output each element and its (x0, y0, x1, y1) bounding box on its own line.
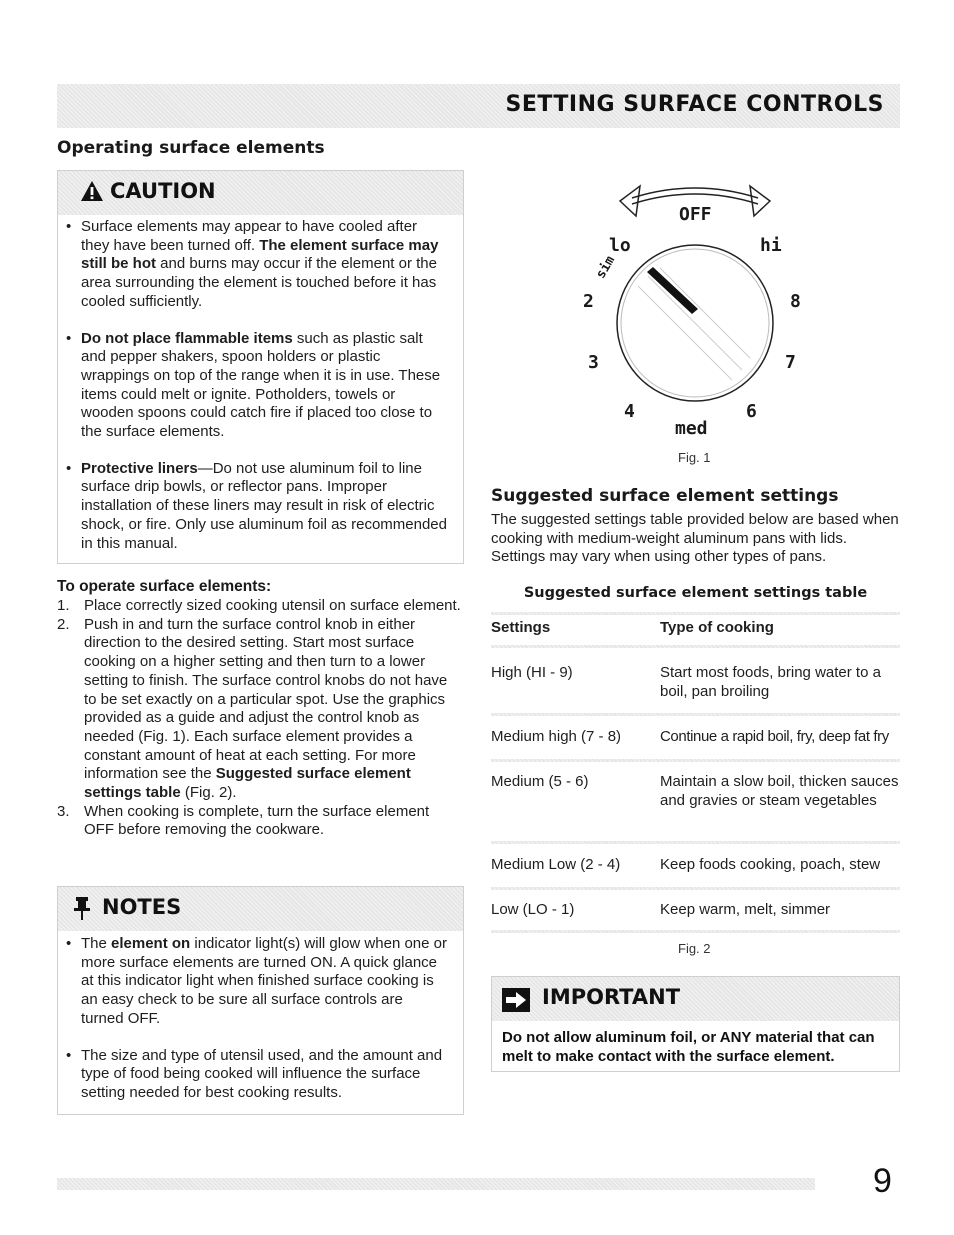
step-item: 1. Place correctly sized cooking utensil on surface element. (57, 597, 461, 614)
dial-label-med: med (675, 418, 708, 439)
caution-list (58, 218, 463, 553)
operate-title: To operate surface elements: (57, 578, 272, 595)
notes-item: • The element on indicator light(s) will glow when one or more surface elements are turned ON. A quick glance at this indicator light when finished surface cooking is an easy check to be sure all surface controls are turned OFF. (66, 935, 449, 1029)
table-rule (491, 645, 900, 648)
suggested-settings-description: The suggested settings table provided below are based when cooking with medium-weight aluminum pans with lids. Settings may vary when using other types of pans. (491, 511, 899, 566)
caution-box (57, 170, 464, 564)
table-cell-setting: Low (LO - 1) (491, 901, 575, 918)
table-cell-setting: High (HI - 9) (491, 664, 573, 681)
arrow-right-icon (502, 988, 530, 1017)
caution-label: CAUTION (110, 179, 216, 203)
caution-item: • Surface elements may appear to have cooled after they have been turned off. The element surface may still be hot and burns may occur if the element or the area surrounding the element is touched before it has cooled sufficiently. (66, 218, 449, 312)
figure-1-caption: Fig. 1 (678, 450, 711, 465)
table-rule (491, 887, 900, 890)
caution-item: • Do not place flammable items such as plastic salt and pepper shakers, spoon holders or plastic wrappings on top of the range when it is in use. These items could melt or ignite. Potholders, towels or wooden spoons could catch fire if placed too close to the surface elements. (66, 330, 449, 442)
dial-label-sim: sim (593, 253, 619, 282)
caution-header (58, 171, 463, 215)
table-cell-cooking: Continue a rapid boil, fry, deep fat fry (660, 728, 889, 745)
notes-box (57, 886, 464, 1115)
important-box (491, 976, 900, 1072)
operate-steps (57, 597, 462, 840)
important-text: Do not allow aluminum foil, or ANY material that can melt to make contact with the surface element. (502, 1029, 875, 1065)
footer-bar (57, 1178, 815, 1190)
dial-label-7: 7 (785, 352, 796, 373)
table-header-settings: Settings (491, 619, 551, 636)
step-item: 2. Push in and turn the surface control knob in either direction to the desired setting. Start most surface cooking on a higher setting and then turn to a lower setting to finish. The surface control knobs do not have to be set exactly on a particular spot. Use the graphics provided as a guide and adjust the control knob as needed (Fig. 1). Each surface element provides a constant amount of heat at each setting. For more information see the Suggested surface element settings table (Fig. 2). (57, 615, 448, 802)
warning-triangle-icon (80, 180, 104, 207)
operate-instructions (57, 578, 462, 840)
notes-item: • The size and type of utensil used, and the amount and type of food being cooked will influence the surface setting needed for best cooking results. (66, 1047, 449, 1103)
dial-label-3: 3 (588, 352, 599, 373)
table-rule (491, 713, 900, 716)
banner-title: SETTING SURFACE CONTROLS (505, 92, 884, 117)
table-rule (491, 930, 900, 933)
dial-label-lo: lo (609, 235, 631, 256)
table-cell-cooking: Keep warm, melt, simmer (660, 901, 831, 918)
notes-header (58, 887, 463, 931)
table-cell-setting: Medium (5 - 6) (491, 773, 589, 790)
pushpin-icon (70, 895, 94, 926)
important-label: IMPORTANT (542, 985, 681, 1009)
caution-item: • Protective liners—Do not use aluminum foil to line surface drip bowls, or reflector pans. Improper installation of these liners may result in risk of electric shock, or fire. Only use aluminum foil as recommended in this manual. (66, 460, 449, 554)
table-cell-cooking: Maintain a slow boil, thicken sauces and gravies or steam vegetables (660, 773, 899, 809)
table-cell-cooking: Start most foods, bring water to a boil, pan broiling (660, 664, 881, 700)
dial-label-8: 8 (790, 291, 801, 312)
important-header (492, 977, 899, 1021)
table-header-type: Type of cooking (660, 619, 774, 636)
suggested-settings-title: Suggested surface element settings (491, 486, 839, 506)
table-rule (491, 759, 900, 762)
dial-label-2: 2 (583, 291, 594, 312)
notes-list (58, 935, 463, 1103)
settings-table-title: Suggested surface element settings table (523, 585, 868, 601)
notes-label: NOTES (102, 895, 182, 919)
dial-label-6: 6 (746, 401, 757, 422)
table-rule (491, 612, 900, 615)
table-cell-cooking: Keep foods cooking, poach, stew (660, 856, 881, 873)
section-banner (57, 84, 900, 128)
table-cell-setting: Medium Low (2 - 4) (491, 856, 621, 873)
page-number: 9 (873, 1162, 892, 1200)
table-rule (491, 841, 900, 844)
dial-label-off: OFF (679, 204, 712, 225)
table-cell-setting: Medium high (7 - 8) (491, 728, 622, 745)
section-title: Operating surface elements (57, 138, 325, 158)
dial-label-4: 4 (624, 401, 635, 422)
control-knob-diagram (560, 168, 820, 468)
figure-2-caption: Fig. 2 (678, 941, 711, 956)
step-item: 3. When cooking is complete, turn the surface element OFF before removing the cookware. (57, 802, 430, 839)
dial-label-hi: hi (760, 235, 782, 256)
